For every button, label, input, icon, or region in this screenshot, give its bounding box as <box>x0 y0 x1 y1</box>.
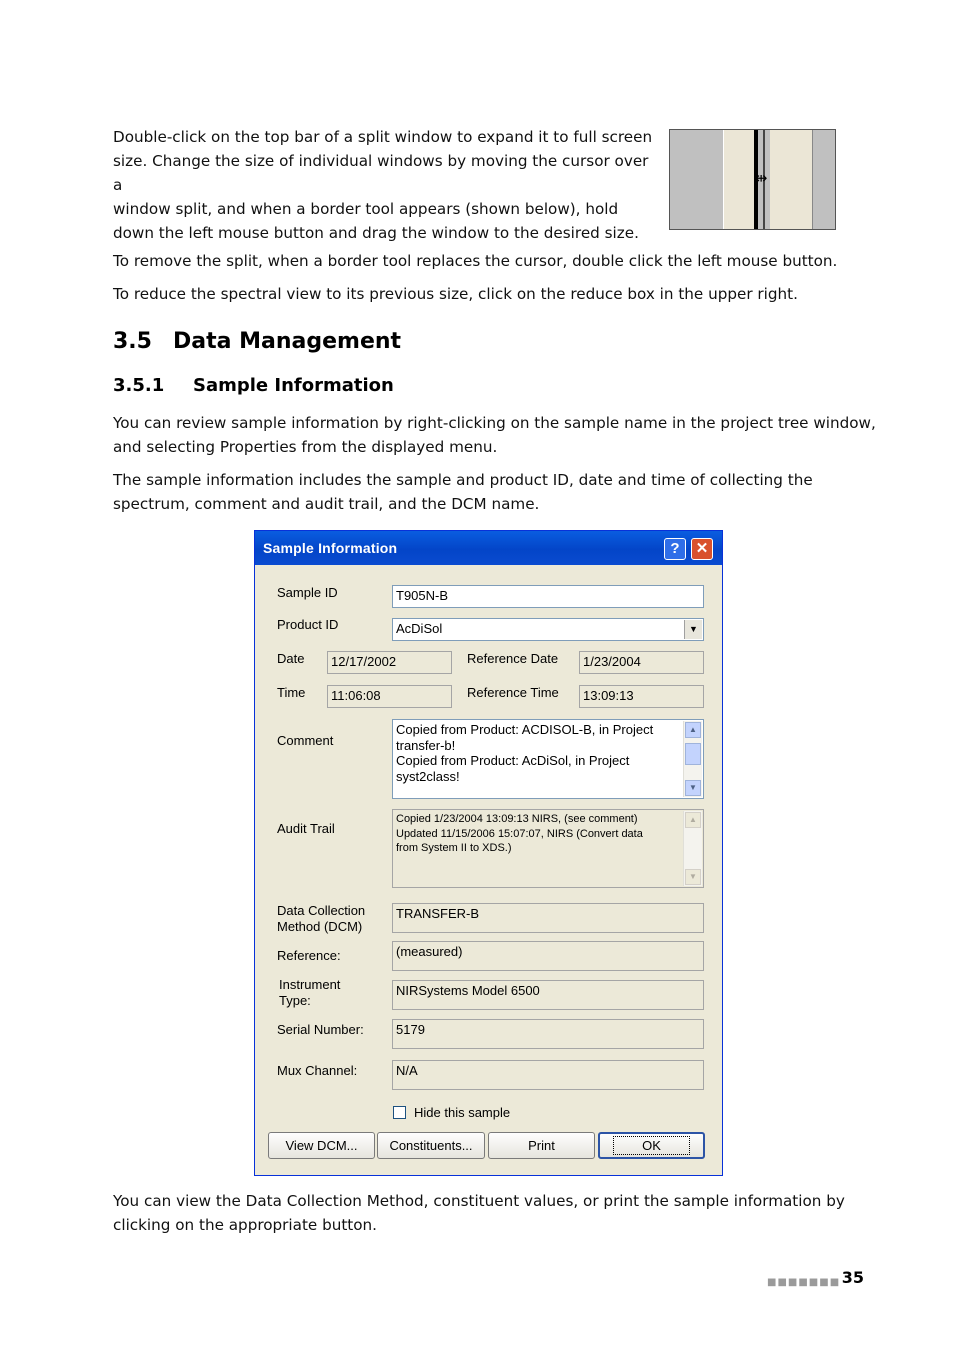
chevron-down-icon[interactable]: ▼ <box>684 620 702 639</box>
reference-label: Reference: <box>277 948 341 963</box>
mux-channel-label: Mux Channel: <box>277 1063 358 1078</box>
review-line: and selecting Properties from the displayed menu. <box>113 438 498 456</box>
page-footer-dots: ■■■■■■■ <box>767 1277 841 1288</box>
reference-time-field: 13:09:13 <box>579 685 704 708</box>
reference-field: (measured) <box>392 941 704 971</box>
includes-line: The sample information includes the sample and product ID, date and time of collecting the <box>113 471 813 489</box>
comment-line: Copied from Product: AcDiSol, in Project <box>396 753 630 768</box>
comment-label: Comment <box>277 733 334 748</box>
section-heading <box>113 326 401 358</box>
help-button[interactable] <box>664 538 686 560</box>
help-icon: ? <box>670 540 680 557</box>
dcm-label <box>277 903 365 935</box>
audit-trail-label: Audit Trail <box>277 821 335 836</box>
hide-sample-label[interactable]: Hide this sample <box>414 1105 511 1120</box>
comment-scrollbar[interactable] <box>683 721 702 797</box>
mux-channel-field: N/A <box>392 1060 704 1090</box>
instrument-label-line: Type: <box>279 993 311 1008</box>
serial-number-field: 5179 <box>392 1019 704 1049</box>
serial-number-label: Serial Number: <box>277 1022 364 1037</box>
closing-line: clicking on the appropriate button. <box>113 1216 377 1234</box>
hide-sample-checkbox[interactable] <box>393 1106 406 1119</box>
remove-split-paragraph: To remove the split, when a border tool replaces the cursor, double click the left mouse button. <box>113 252 838 270</box>
close-icon: ✕ <box>695 540 709 557</box>
audit-trail-textarea <box>392 809 704 888</box>
time-field: 11:06:08 <box>327 685 452 708</box>
reference-date-label: Reference Date <box>467 651 559 666</box>
product-id-select[interactable] <box>392 618 704 641</box>
scroll-thumb[interactable] <box>685 743 701 765</box>
dialog-titlebar[interactable] <box>255 531 722 565</box>
sample-information-dialog <box>254 530 723 1176</box>
section-number: 3.5 <box>113 329 152 354</box>
scroll-down-icon[interactable]: ▼ <box>685 780 701 796</box>
product-id-label: Product ID <box>277 617 339 632</box>
dcm-field: TRANSFER-B <box>392 903 704 933</box>
date-label: Date <box>277 651 305 666</box>
reduce-view-paragraph: To reduce the spectral view to its previous size, click on the reduce box in the upper right. <box>113 285 798 303</box>
comment-line: Copied from Product: ACDISOL-B, in Project <box>396 722 654 737</box>
time-label: Time <box>277 685 306 700</box>
includes-paragraph <box>113 468 813 516</box>
product-id-value: AcDiSol <box>396 621 443 636</box>
scroll-up-icon[interactable]: ▲ <box>685 722 701 738</box>
scroll-down-icon: ▼ <box>685 869 701 885</box>
sample-id-label: Sample ID <box>277 585 338 600</box>
dialog-title: Sample Information <box>263 540 398 556</box>
scroll-up-icon: ▲ <box>685 812 701 828</box>
closing-line: You can view the Data Collection Method, constituent values, or print the sample information by <box>113 1192 845 1210</box>
comment-line: syst2class! <box>396 768 460 784</box>
intro-line: window split, and when a border tool appears (shown below), hold <box>113 200 619 218</box>
audit-line: Updated 11/15/2006 15:07:07, NIRS (Convert data <box>396 827 643 840</box>
print-button[interactable]: Print <box>488 1132 595 1159</box>
comment-line: transfer-b! <box>396 737 456 753</box>
audit-scrollbar <box>683 811 702 886</box>
review-paragraph <box>113 411 876 459</box>
includes-line: spectrum, comment and audit trail, and the DCM name. <box>113 495 540 513</box>
reference-time-label: Reference Time <box>467 685 559 700</box>
audit-line: from System II to XDS.) <box>396 842 512 854</box>
comment-textarea[interactable] <box>392 719 704 799</box>
dcm-label-line: Method (DCM) <box>277 919 363 934</box>
instrument-type-label <box>279 977 340 1009</box>
review-line: You can review sample information by right-clicking on the sample name in the project tree window, <box>113 414 876 432</box>
subsection-heading <box>113 373 394 399</box>
window-pane <box>770 130 813 229</box>
ok-button[interactable] <box>598 1132 705 1159</box>
date-field: 12/17/2002 <box>327 651 452 674</box>
intro-line: Double-click on the top bar of a split window to expand it to full screen <box>113 128 653 146</box>
close-button[interactable] <box>691 538 713 560</box>
view-dcm-button[interactable]: View DCM... <box>268 1132 375 1159</box>
subsection-number: 3.5.1 <box>113 375 165 396</box>
split-window-figure <box>669 129 836 230</box>
reference-date-field: 1/23/2004 <box>579 651 704 674</box>
border-resize-cursor-icon: ⇹ <box>754 169 768 187</box>
closing-paragraph <box>113 1189 845 1237</box>
instrument-type-field: NIRSystems Model 6500 <box>392 980 704 1010</box>
sample-id-field[interactable]: T905N-B <box>392 585 704 608</box>
section-title: Data Management <box>173 329 402 354</box>
page-number: 35 <box>841 1268 864 1287</box>
ok-button-label: OK <box>613 1136 690 1155</box>
intro-paragraph <box>113 125 653 245</box>
subsection-title: Sample Information <box>193 375 394 396</box>
audit-line: Copied 1/23/2004 13:09:13 NIRS, (see comment) <box>396 813 638 825</box>
intro-line: down the left mouse button and drag the window to the desired size. <box>113 224 639 242</box>
intro-line: size. Change the size of individual windows by moving the cursor over a <box>113 152 649 194</box>
instrument-label-line: Instrument <box>279 977 341 992</box>
dcm-label-line: Data Collection <box>277 903 366 918</box>
constituents-button[interactable]: Constituents... <box>377 1132 485 1159</box>
